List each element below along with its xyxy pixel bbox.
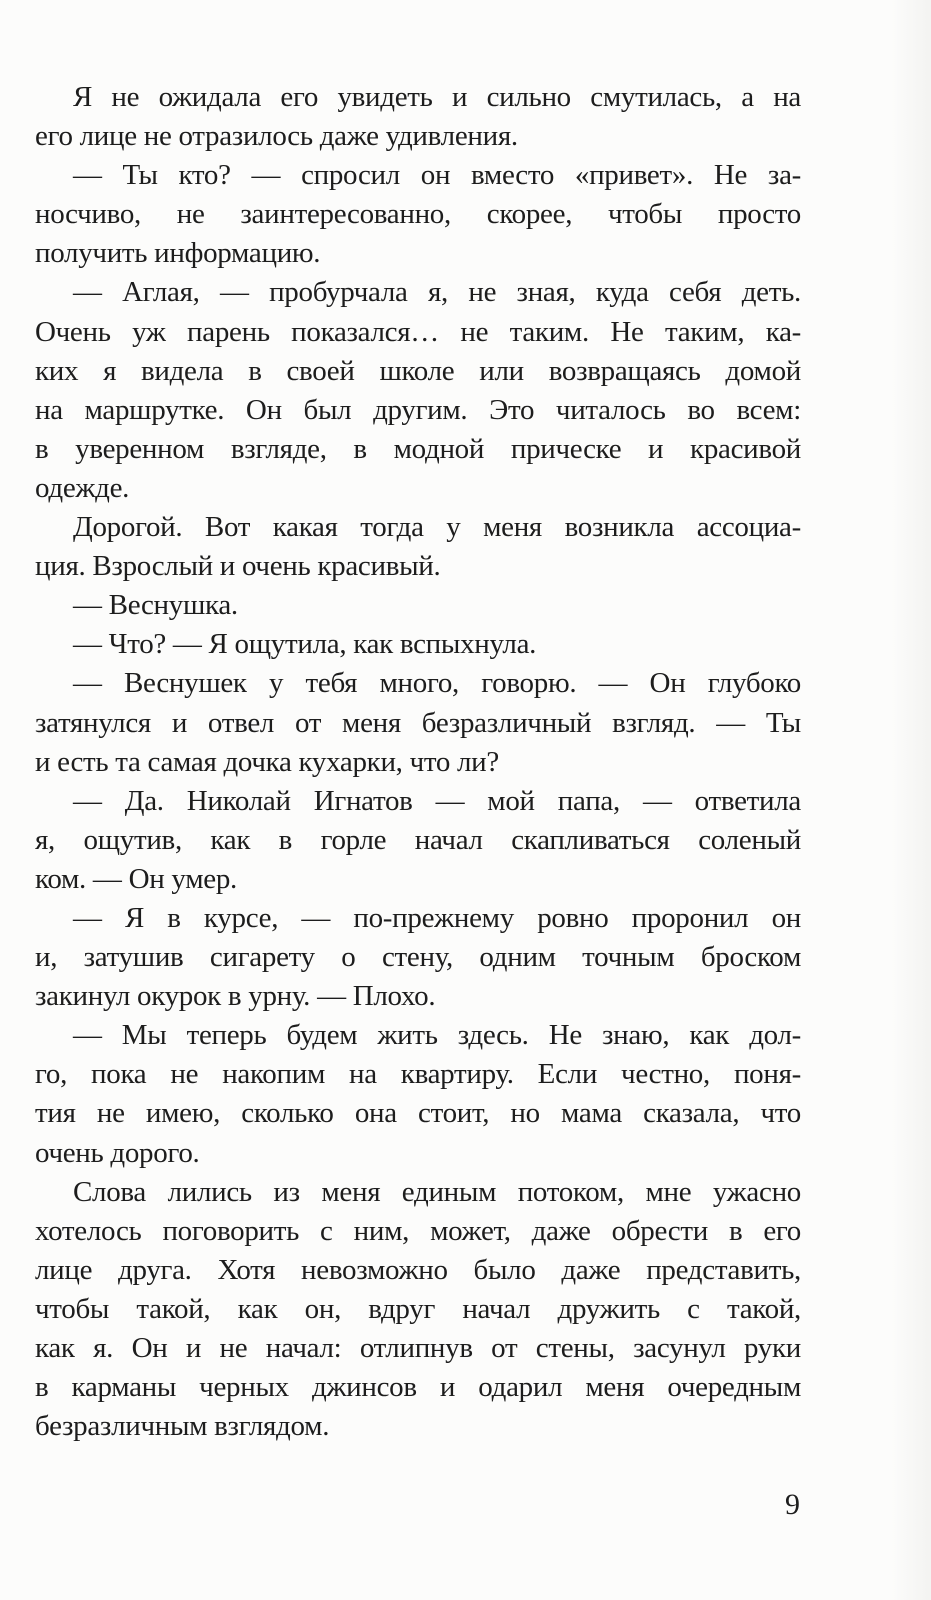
text-line: — Аглая, — пробурчала я, не зная, куда себя деть.: [73, 276, 801, 309]
text-line: Слова лились из меня единым потоком, мне ужасно: [73, 1175, 801, 1208]
page-edge-shadow: [891, 0, 931, 1600]
text-line: в карманы черных джинсов и одарил меня очередным: [35, 1371, 801, 1404]
text-line: носчиво, не заинтересованно, скорее, чтобы просто: [35, 198, 801, 231]
text-line: ком. — Он умер.: [35, 862, 237, 895]
text-line: получить информацию.: [35, 237, 321, 270]
text-line: го, пока не накопим на квартиру. Если честно, поня-: [35, 1058, 801, 1091]
text-line: безразличным взглядом.: [35, 1410, 330, 1443]
text-line: ких я видела в своей школе или возвращаясь домой: [35, 354, 801, 387]
text-line: Дорогой. Вот какая тогда у меня возникла ассоциа-: [73, 511, 801, 544]
text-line: и есть та самая дочка кухарки, что ли?: [35, 745, 499, 778]
text-line: ция. Взрослый и очень красивый.: [35, 550, 441, 583]
page-number: 9: [785, 1488, 800, 1521]
text-line: очень дорого.: [35, 1136, 200, 1169]
text-line: его лице не отразилось даже удивления.: [35, 120, 518, 153]
text-line: Я не ожидала его увидеть и сильно смутилась, а на: [73, 81, 801, 113]
text-line: одежде.: [35, 471, 130, 504]
text-line: — Ты кто? — спросил он вместо «привет». Не за-: [73, 159, 801, 192]
text-line: затянулся и отвел от меня безразличный взгляд. — Ты: [35, 706, 801, 739]
text-line: — Веснушка.: [73, 589, 238, 622]
text-line: я, ощутив, как в горле начал скапливаться соленый: [35, 823, 801, 856]
text-line: закинул окурок в урну. — Плохо.: [35, 980, 436, 1013]
text-line: — Веснушек у тебя много, говорю. — Он глубоко: [73, 667, 801, 700]
text-line: — Мы теперь будем жить здесь. Не знаю, как дол-: [73, 1019, 801, 1052]
text-line: чтобы такой, как он, вдруг начал дружить с такой,: [35, 1292, 801, 1325]
text-line: на маршрутке. Он был другим. Это читалось во всем:: [35, 393, 801, 426]
text-line: и, затушив сигарету о стену, одним точным броском: [35, 941, 801, 974]
text-line: лице друга. Хотя невозможно было даже представить,: [35, 1253, 801, 1286]
text-line: Очень уж парень показался… не таким. Не таким, ка-: [35, 315, 801, 348]
text-line: — Что? — Я ощутила, как вспыхнула.: [73, 628, 537, 661]
text-line: в уверенном взгляде, в модной прическе и красивой: [35, 432, 801, 465]
text-line: как я. Он и не начал: отлипнув от стены, засунул руки: [35, 1332, 801, 1364]
body-text: [35, 78, 801, 1446]
text-line: — Я в курсе, — по-прежнему ровно проронил он: [73, 901, 801, 934]
text-line: тия не имею, сколько она стоит, но мама сказала, что: [35, 1097, 801, 1130]
text-line: хотелось поговорить с ним, может, даже обрести в его: [35, 1214, 801, 1247]
text-line: — Да. Николай Игнатов — мой папа, — ответила: [73, 784, 801, 817]
